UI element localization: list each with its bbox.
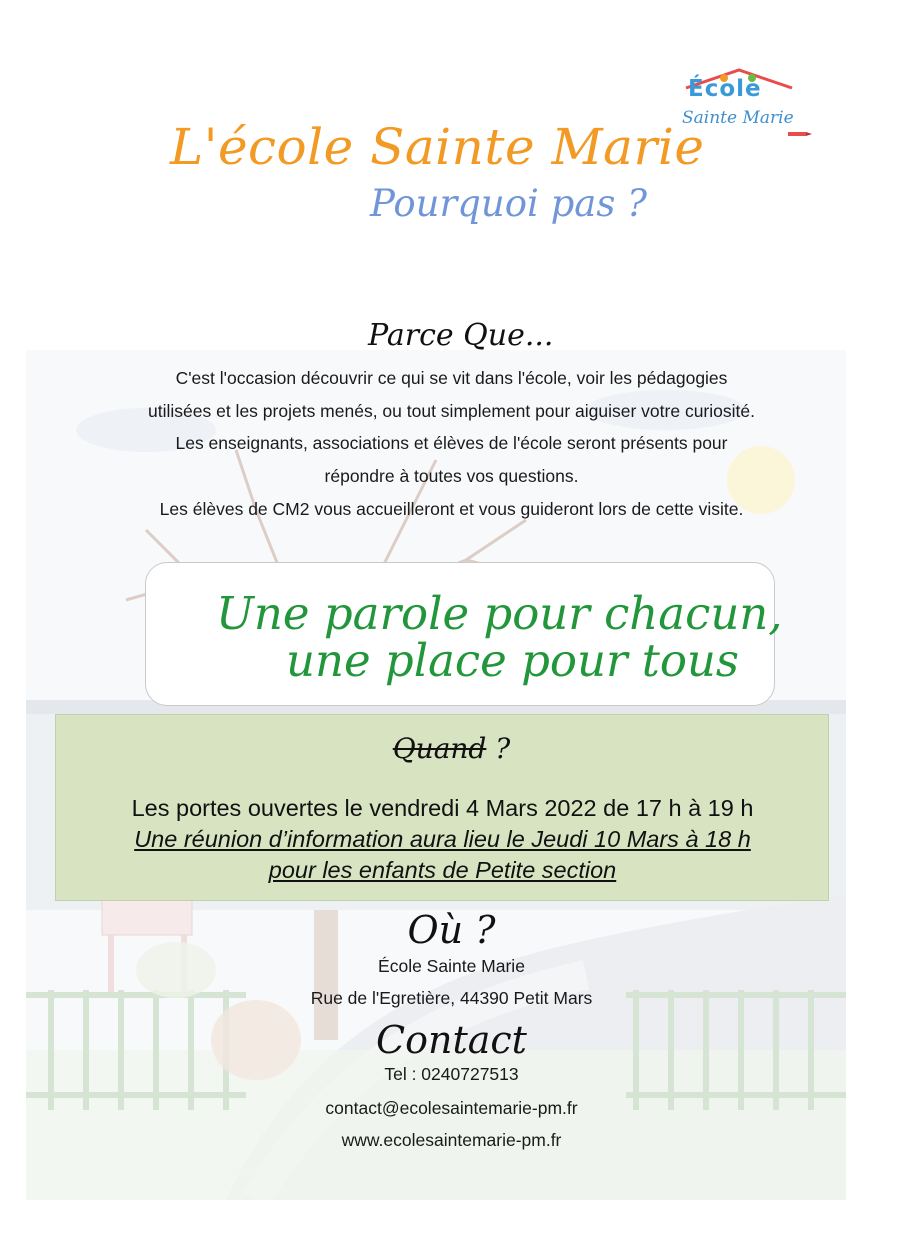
place-name: École Sainte Marie — [378, 956, 525, 976]
contact-website: www.ecolesaintemarie-pm.fr — [341, 1130, 562, 1150]
main-title: L'école Sainte Marie — [170, 118, 705, 176]
slogan-line2: une place pour tous — [286, 634, 740, 687]
intro-line: C'est l'occasion découvrir ce qui se vit dans l'école, voir les pédagogies — [175, 368, 728, 388]
where-title: Où ? — [407, 908, 496, 952]
place-address: Rue de l'Egretière, 44390 Petit Mars — [310, 988, 593, 1008]
contact-email: contact@ecolesaintemarie-pm.fr — [325, 1098, 578, 1118]
when-title-mark: ? — [486, 732, 511, 765]
logo-line1: École — [688, 76, 762, 102]
intro-line: Les élèves de CM2 vous accueilleront et vous guideront lors de cette visite. — [159, 498, 744, 519]
intro-line: Les enseignants, associations et élèves de l'école seront présents pour — [175, 433, 728, 454]
subtitle: Pourquoi pas ? — [370, 182, 647, 225]
info-meeting-date: Une réunion d’information aura lieu le Jeudi 10 Mars à 18 h — [134, 826, 751, 852]
when-title-word: Quand — [392, 732, 487, 765]
contact-phone: Tel : 0240727513 — [384, 1064, 519, 1084]
intro-line: utilisées et les projets menés, ou tout simplement pour aiguiser votre curiosité. — [148, 400, 755, 421]
intro-heading: Parce Que... — [368, 318, 554, 353]
intro-text — [0, 362, 903, 526]
open-house-dates: Les portes ouvertes le vendredi 4 Mars 2022 de 17 h à 19 h — [131, 795, 754, 821]
pencil-icon — [788, 130, 812, 138]
info-meeting-audience: pour les enfants de Petite section — [268, 857, 617, 883]
contact-title: Contact — [376, 1018, 527, 1062]
intro-line: répondre à toutes vos questions. — [324, 466, 579, 487]
logo-line2: Sainte Marie — [682, 108, 794, 128]
when-title — [0, 732, 903, 765]
slogan-line1: Une parole pour chacun, — [216, 587, 783, 640]
